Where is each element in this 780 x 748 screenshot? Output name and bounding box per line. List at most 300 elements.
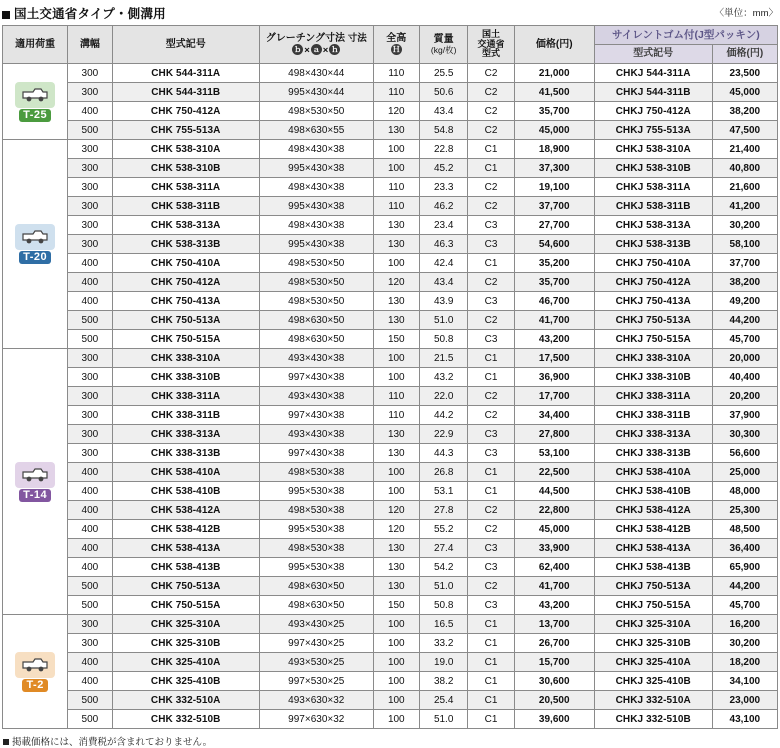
mlit-type-cell: C2 — [468, 501, 514, 520]
model-cell: CHK 338-310A — [112, 349, 259, 368]
table-row — [3, 672, 778, 691]
silent-model-cell: CHKJ 332-510B — [594, 710, 712, 729]
model-cell: CHK 325-410B — [112, 672, 259, 691]
price-cell: 17,700 — [514, 387, 594, 406]
height-mark-icon: Ｈ — [392, 45, 401, 55]
height-cell: 110 — [373, 178, 419, 197]
truck-icon — [15, 652, 55, 678]
silent-price-cell: 40,800 — [712, 159, 777, 178]
silent-model-cell: CHKJ 538-313B — [594, 235, 712, 254]
mlit-type-cell: C1 — [468, 615, 514, 634]
silent-price-cell: 25,300 — [712, 501, 777, 520]
silent-model-cell: CHKJ 338-313A — [594, 425, 712, 444]
height-cell: 120 — [373, 501, 419, 520]
price-cell: 27,700 — [514, 216, 594, 235]
grating-dim-cell: 498×430×44 — [259, 64, 373, 83]
silent-price-cell: 30,300 — [712, 425, 777, 444]
silent-model-cell: CHKJ 338-310B — [594, 368, 712, 387]
height-cell: 100 — [373, 634, 419, 653]
height-cell: 100 — [373, 368, 419, 387]
mlit-type-cell: C3 — [468, 292, 514, 311]
table-row — [3, 634, 778, 653]
grating-dim-cell: 995×530×38 — [259, 558, 373, 577]
mass-cell: 44.3 — [419, 444, 467, 463]
mass-cell: 51.0 — [419, 577, 467, 596]
height-cell: 130 — [373, 216, 419, 235]
mlit-type-cell: C1 — [468, 634, 514, 653]
table-row — [3, 653, 778, 672]
mlit-type-cell: C2 — [468, 311, 514, 330]
model-cell: CHK 538-313A — [112, 216, 259, 235]
model-cell: CHK 750-412A — [112, 102, 259, 121]
mass-cell: 21.5 — [419, 349, 467, 368]
mlit-type-cell: C2 — [468, 273, 514, 292]
mlit-type-cell: C2 — [468, 197, 514, 216]
silent-price-cell: 18,200 — [712, 653, 777, 672]
load-class-cell — [3, 64, 68, 140]
grating-dim-cell: 493×430×38 — [259, 349, 373, 368]
width-cell: 500 — [68, 577, 112, 596]
mlit-type-cell: C2 — [468, 102, 514, 121]
mlit-type-cell: C2 — [468, 83, 514, 102]
grating-dim-cell: 997×630×32 — [259, 710, 373, 729]
table-row — [3, 349, 778, 368]
mass-cell: 50.6 — [419, 83, 467, 102]
silent-model-cell: CHKJ 750-412A — [594, 102, 712, 121]
silent-price-cell: 47,500 — [712, 121, 777, 140]
price-cell: 41,700 — [514, 577, 594, 596]
grating-dim-cell: 997×430×38 — [259, 368, 373, 387]
price-cell: 30,600 — [514, 672, 594, 691]
height-cell: 100 — [373, 672, 419, 691]
mass-cell: 45.2 — [419, 159, 467, 178]
col-height: 全高 Ｈ — [373, 26, 419, 64]
table-row — [3, 197, 778, 216]
width-cell: 300 — [68, 406, 112, 425]
mass-cell: 43.4 — [419, 273, 467, 292]
silent-model-cell: CHKJ 750-513A — [594, 577, 712, 596]
mass-cell: 22.9 — [419, 425, 467, 444]
load-badge-label: T-20 — [19, 251, 51, 264]
mass-cell: 43.4 — [419, 102, 467, 121]
mass-cell: 25.4 — [419, 691, 467, 710]
table-row — [3, 558, 778, 577]
width-cell: 300 — [68, 178, 112, 197]
price-cell: 22,500 — [514, 463, 594, 482]
table-row — [3, 596, 778, 615]
table-row — [3, 292, 778, 311]
silent-price-cell: 25,000 — [712, 463, 777, 482]
table-row — [3, 178, 778, 197]
mass-cell: 43.9 — [419, 292, 467, 311]
table-row — [3, 273, 778, 292]
silent-model-cell: CHKJ 538-410A — [594, 463, 712, 482]
width-cell: 400 — [68, 539, 112, 558]
load-class-cell — [3, 615, 68, 729]
grating-dim-cell: 997×430×38 — [259, 444, 373, 463]
mass-cell: 51.0 — [419, 311, 467, 330]
grating-dim-cell: 498×630×50 — [259, 577, 373, 596]
model-cell: CHK 332-510B — [112, 710, 259, 729]
table-row — [3, 615, 778, 634]
price-cell: 21,000 — [514, 64, 594, 83]
silent-price-cell: 20,200 — [712, 387, 777, 406]
price-cell: 35,700 — [514, 273, 594, 292]
dim-b-icon: ｂ — [293, 45, 302, 55]
grating-dim-cell: 498×430×38 — [259, 140, 373, 159]
width-cell: 300 — [68, 368, 112, 387]
price-cell: 43,200 — [514, 330, 594, 349]
width-cell: 400 — [68, 558, 112, 577]
height-cell: 130 — [373, 292, 419, 311]
silent-model-cell: CHKJ 538-311B — [594, 197, 712, 216]
silent-model-cell: CHKJ 538-412B — [594, 520, 712, 539]
mlit-type-cell: C3 — [468, 539, 514, 558]
model-cell: CHK 544-311B — [112, 83, 259, 102]
mlit-type-cell: C3 — [468, 444, 514, 463]
table-row — [3, 501, 778, 520]
table-row — [3, 311, 778, 330]
model-cell: CHK 538-412A — [112, 501, 259, 520]
silent-model-cell: CHKJ 538-310A — [594, 140, 712, 159]
height-cell: 120 — [373, 520, 419, 539]
mass-cell: 50.8 — [419, 596, 467, 615]
silent-model-cell: CHKJ 538-412A — [594, 501, 712, 520]
mlit-type-cell: C3 — [468, 596, 514, 615]
height-cell: 100 — [373, 463, 419, 482]
load-badge — [15, 224, 55, 264]
silent-model-cell: CHKJ 325-310A — [594, 615, 712, 634]
grating-dim-cell: 498×530×50 — [259, 292, 373, 311]
price-cell: 41,500 — [514, 83, 594, 102]
silent-price-cell: 21,600 — [712, 178, 777, 197]
price-cell: 15,700 — [514, 653, 594, 672]
grating-dim-cell: 493×430×38 — [259, 425, 373, 444]
silent-model-cell: CHKJ 332-510A — [594, 691, 712, 710]
mass-cell: 50.8 — [419, 330, 467, 349]
silent-price-cell: 48,000 — [712, 482, 777, 501]
grating-dim-cell: 498×530×50 — [259, 273, 373, 292]
height-cell: 110 — [373, 197, 419, 216]
table-row — [3, 64, 778, 83]
silent-model-cell: CHKJ 538-313A — [594, 216, 712, 235]
grating-dim-cell: 997×430×25 — [259, 634, 373, 653]
grating-dim-cell: 498×430×38 — [259, 178, 373, 197]
grating-dim-cell: 498×630×55 — [259, 121, 373, 140]
grating-dim-cell: 498×430×38 — [259, 216, 373, 235]
price-cell: 35,200 — [514, 254, 594, 273]
silent-model-cell: CHKJ 750-413A — [594, 292, 712, 311]
mlit-type-cell: C1 — [468, 691, 514, 710]
col-silent-price: 価格(円) — [712, 45, 777, 64]
price-cell: 35,700 — [514, 102, 594, 121]
silent-price-cell: 16,200 — [712, 615, 777, 634]
price-cell: 62,400 — [514, 558, 594, 577]
silent-price-cell: 36,400 — [712, 539, 777, 558]
price-cell: 33,900 — [514, 539, 594, 558]
truck-icon — [15, 82, 55, 108]
mass-cell: 42.4 — [419, 254, 467, 273]
price-cell: 37,300 — [514, 159, 594, 178]
unit-note: 〈単位：mm〉 — [714, 8, 778, 19]
page-title: 国土交通省タイプ・側溝用 — [0, 0, 780, 25]
col-mass-unit: (kg/枚) — [430, 44, 457, 55]
price-cell: 43,200 — [514, 596, 594, 615]
table-row — [3, 121, 778, 140]
model-cell: CHK 538-313B — [112, 235, 259, 254]
model-cell: CHK 325-310A — [112, 615, 259, 634]
mass-cell: 26.8 — [419, 463, 467, 482]
model-cell: CHK 338-313A — [112, 425, 259, 444]
height-cell: 130 — [373, 235, 419, 254]
table-header — [3, 26, 778, 64]
price-cell: 19,100 — [514, 178, 594, 197]
model-cell: CHK 750-513A — [112, 311, 259, 330]
mlit-type-cell: C1 — [468, 254, 514, 273]
table-row — [3, 520, 778, 539]
price-cell: 46,700 — [514, 292, 594, 311]
model-cell: CHK 538-413B — [112, 558, 259, 577]
mass-cell: 22.0 — [419, 387, 467, 406]
width-cell: 500 — [68, 330, 112, 349]
mass-cell: 44.2 — [419, 406, 467, 425]
silent-model-cell: CHKJ 338-311B — [594, 406, 712, 425]
price-cell: 26,700 — [514, 634, 594, 653]
model-cell: CHK 338-310B — [112, 368, 259, 387]
width-cell: 500 — [68, 121, 112, 140]
silent-price-cell: 21,400 — [712, 140, 777, 159]
width-cell: 300 — [68, 197, 112, 216]
table-row — [3, 463, 778, 482]
model-cell: CHK 332-510A — [112, 691, 259, 710]
silent-price-cell: 49,200 — [712, 292, 777, 311]
silent-model-cell: CHKJ 538-410B — [594, 482, 712, 501]
width-cell: 300 — [68, 235, 112, 254]
grating-dim-cell: 498×630×50 — [259, 311, 373, 330]
table-row — [3, 330, 778, 349]
width-cell: 300 — [68, 159, 112, 178]
col-mass: 質量 (kg/枚) — [419, 26, 467, 64]
grating-dim-cell: 995×430×38 — [259, 197, 373, 216]
width-cell: 400 — [68, 501, 112, 520]
mlit-type-cell: C1 — [468, 159, 514, 178]
mlit-type-cell: C2 — [468, 64, 514, 83]
model-cell: CHK 538-413A — [112, 539, 259, 558]
silent-price-cell: 23,000 — [712, 691, 777, 710]
col-load: 適用荷重 — [3, 26, 68, 64]
silent-model-cell: CHKJ 325-410A — [594, 653, 712, 672]
footer-bullet-icon — [3, 739, 9, 745]
mass-cell: 53.1 — [419, 482, 467, 501]
grating-dim-cell: 997×430×38 — [259, 406, 373, 425]
col-mlit-type: 国土 交通省 型式 — [468, 26, 514, 64]
grating-dim-cell: 995×430×38 — [259, 235, 373, 254]
width-cell: 300 — [68, 83, 112, 102]
col-width: 溝幅 — [68, 26, 112, 64]
width-cell: 300 — [68, 64, 112, 83]
dim-h-icon: ｈ — [331, 45, 339, 55]
silent-model-cell: CHKJ 538-310B — [594, 159, 712, 178]
mlit-type-cell: C1 — [468, 140, 514, 159]
price-cell: 53,100 — [514, 444, 594, 463]
model-cell: CHK 544-311A — [112, 64, 259, 83]
mlit-type-cell: C1 — [468, 463, 514, 482]
grating-dim-cell: 498×630×50 — [259, 596, 373, 615]
silent-model-cell: CHKJ 750-515A — [594, 330, 712, 349]
silent-price-cell: 45,700 — [712, 330, 777, 349]
model-cell: CHK 750-513A — [112, 577, 259, 596]
height-cell: 130 — [373, 577, 419, 596]
silent-model-cell: CHKJ 325-310B — [594, 634, 712, 653]
price-cell: 45,000 — [514, 121, 594, 140]
table-row — [3, 691, 778, 710]
width-cell: 300 — [68, 634, 112, 653]
silent-model-cell: CHKJ 338-313B — [594, 444, 712, 463]
silent-price-cell: 65,900 — [712, 558, 777, 577]
price-cell: 37,700 — [514, 197, 594, 216]
mlit-type-cell: C1 — [468, 710, 514, 729]
price-cell: 27,800 — [514, 425, 594, 444]
model-cell: CHK 538-410B — [112, 482, 259, 501]
model-cell: CHK 338-313B — [112, 444, 259, 463]
col-silent-model: 型式記号 — [594, 45, 712, 64]
load-badge — [15, 652, 55, 692]
table-row — [3, 368, 778, 387]
height-cell: 130 — [373, 539, 419, 558]
mlit-type-cell: C2 — [468, 121, 514, 140]
silent-model-cell: CHKJ 338-311A — [594, 387, 712, 406]
width-cell: 400 — [68, 520, 112, 539]
price-cell: 39,600 — [514, 710, 594, 729]
mlit-type-cell: C3 — [468, 235, 514, 254]
mass-cell: 23.4 — [419, 216, 467, 235]
col-grating-dim-sub: 寸法 ｂ × ａ × ｈ — [293, 32, 367, 56]
price-cell: 18,900 — [514, 140, 594, 159]
height-cell: 120 — [373, 102, 419, 121]
mass-cell: 38.2 — [419, 672, 467, 691]
mass-cell: 54.8 — [419, 121, 467, 140]
price-cell: 44,500 — [514, 482, 594, 501]
mlit-type-cell: C3 — [468, 330, 514, 349]
width-cell: 500 — [68, 596, 112, 615]
title-bullet-icon — [2, 11, 10, 19]
width-cell: 300 — [68, 216, 112, 235]
table-row — [3, 235, 778, 254]
mass-cell: 27.4 — [419, 539, 467, 558]
model-cell: CHK 325-310B — [112, 634, 259, 653]
price-cell: 22,800 — [514, 501, 594, 520]
height-cell: 110 — [373, 83, 419, 102]
grating-dim-cell: 995×530×38 — [259, 482, 373, 501]
col-grating-dim: グレーチング寸法 寸法 ｂ × ａ × ｈ — [259, 26, 373, 64]
table-body — [3, 64, 778, 729]
silent-model-cell: CHKJ 325-410B — [594, 672, 712, 691]
silent-model-cell: CHKJ 750-412A — [594, 273, 712, 292]
grating-dim-cell: 493×430×25 — [259, 615, 373, 634]
silent-price-cell: 45,000 — [712, 83, 777, 102]
mlit-type-cell: C1 — [468, 653, 514, 672]
height-cell: 100 — [373, 254, 419, 273]
grating-dim-cell: 498×530×38 — [259, 539, 373, 558]
width-cell: 300 — [68, 444, 112, 463]
height-cell: 100 — [373, 159, 419, 178]
mass-cell: 54.2 — [419, 558, 467, 577]
silent-model-cell: CHKJ 750-410A — [594, 254, 712, 273]
table-row — [3, 140, 778, 159]
mass-cell: 16.5 — [419, 615, 467, 634]
truck-icon — [15, 462, 55, 488]
model-cell: CHK 538-410A — [112, 463, 259, 482]
width-cell: 500 — [68, 311, 112, 330]
price-cell: 36,900 — [514, 368, 594, 387]
silent-model-cell: CHKJ 544-311B — [594, 83, 712, 102]
height-cell: 100 — [373, 653, 419, 672]
table-row — [3, 159, 778, 178]
height-cell: 100 — [373, 710, 419, 729]
silent-price-cell: 44,200 — [712, 311, 777, 330]
mass-cell: 43.2 — [419, 368, 467, 387]
table-row — [3, 387, 778, 406]
model-cell: CHK 338-311A — [112, 387, 259, 406]
width-cell: 400 — [68, 254, 112, 273]
width-cell: 400 — [68, 463, 112, 482]
model-cell: CHK 338-311B — [112, 406, 259, 425]
height-cell: 130 — [373, 558, 419, 577]
mlit-type-cell: C1 — [468, 368, 514, 387]
table-row — [3, 577, 778, 596]
silent-price-cell: 48,500 — [712, 520, 777, 539]
model-cell: CHK 750-515A — [112, 330, 259, 349]
mass-cell: 46.3 — [419, 235, 467, 254]
load-badge-label: T-14 — [19, 489, 51, 502]
silent-price-cell: 43,100 — [712, 710, 777, 729]
mass-cell: 19.0 — [419, 653, 467, 672]
mlit-type-cell: C1 — [468, 672, 514, 691]
silent-model-cell: CHKJ 538-413A — [594, 539, 712, 558]
height-cell: 100 — [373, 615, 419, 634]
height-cell: 110 — [373, 406, 419, 425]
table-row — [3, 710, 778, 729]
price-cell: 20,500 — [514, 691, 594, 710]
silent-price-cell: 23,500 — [712, 64, 777, 83]
col-model: 型式記号 — [112, 26, 259, 64]
silent-price-cell: 45,700 — [712, 596, 777, 615]
silent-price-cell: 34,100 — [712, 672, 777, 691]
silent-model-cell: CHKJ 544-311A — [594, 64, 712, 83]
mlit-type-cell: C3 — [468, 425, 514, 444]
silent-price-cell: 56,600 — [712, 444, 777, 463]
width-cell: 400 — [68, 672, 112, 691]
price-cell: 54,600 — [514, 235, 594, 254]
table-row — [3, 102, 778, 121]
height-cell: 130 — [373, 121, 419, 140]
price-cell: 45,000 — [514, 520, 594, 539]
height-cell: 130 — [373, 444, 419, 463]
height-cell: 100 — [373, 140, 419, 159]
model-cell: CHK 538-310B — [112, 159, 259, 178]
width-cell: 300 — [68, 425, 112, 444]
silent-model-cell: CHKJ 538-311A — [594, 178, 712, 197]
model-cell: CHK 755-513A — [112, 121, 259, 140]
model-cell: CHK 750-413A — [112, 292, 259, 311]
silent-price-cell: 30,200 — [712, 634, 777, 653]
mass-cell: 51.0 — [419, 710, 467, 729]
mlit-type-cell: C3 — [468, 216, 514, 235]
table-row — [3, 539, 778, 558]
table-row — [3, 482, 778, 501]
model-cell: CHK 538-311A — [112, 178, 259, 197]
mass-cell: 33.2 — [419, 634, 467, 653]
